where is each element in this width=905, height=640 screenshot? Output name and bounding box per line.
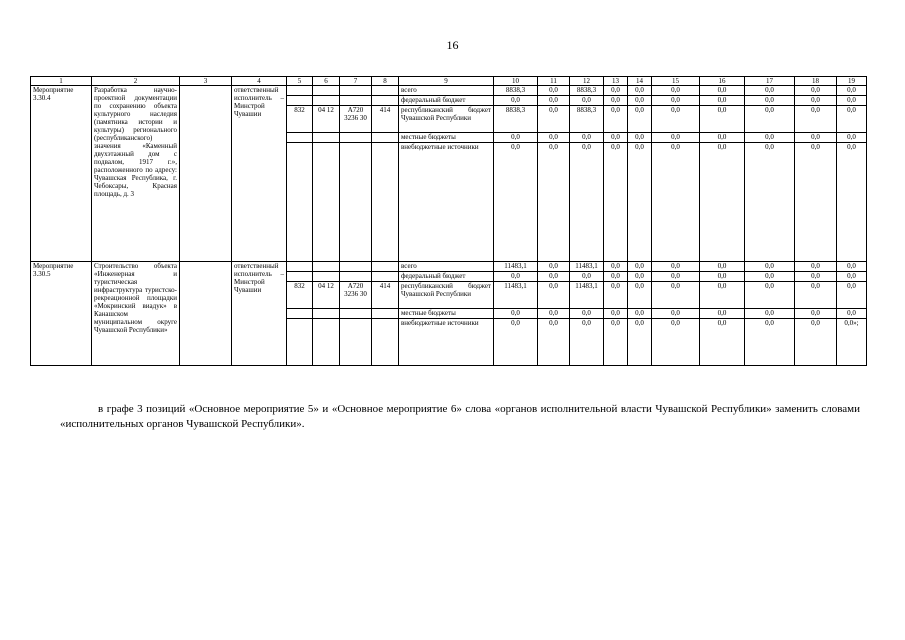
value-cell: 0,0 [628,96,652,106]
value-cell: 0,0 [700,272,745,282]
value-cell: 0,0 [538,319,570,366]
code-target-cell [340,133,372,143]
header-cell: 18 [795,77,837,86]
executor-cell: ответственный исполнитель – Минстрой Чувашии [232,262,287,366]
code-section-cell [313,309,340,319]
code-grbs-cell: 832 [287,282,313,309]
code-target-cell: А720 3236 30 [340,282,372,309]
value-cell: 0,0 [652,96,700,106]
value-cell: 0,0 [837,272,867,282]
value-cell: 0,0 [795,86,837,96]
code-expense-cell [372,272,399,282]
code-grbs-cell [287,133,313,143]
value-cell: 0,0 [652,106,700,133]
value-cell: 0,0 [538,272,570,282]
value-cell: 0,0 [604,143,628,262]
code-grbs-cell [287,309,313,319]
value-cell: 0,0 [628,106,652,133]
column-3-cell [180,86,232,262]
amendment-paragraph: в графе 3 позиций «Основное мероприятие 5» и «Основное мероприятие 6» слова «органов исполнительной власти Чувашской Республики» заменить словами «исполнительных органов Чувашской Республики». [60,403,860,430]
value-cell: 0,0 [700,96,745,106]
value-cell: 0,0 [745,143,795,262]
code-expense-cell [372,262,399,272]
column-3-cell [180,262,232,366]
code-grbs-cell [287,262,313,272]
code-expense-cell [372,143,399,262]
code-target-cell [340,309,372,319]
code-target-cell [340,319,372,366]
funding-source-cell: федеральный бюджет [399,96,494,106]
value-cell: 0,0 [745,272,795,282]
value-cell: 0,0 [628,282,652,309]
value-cell: 0,0 [700,309,745,319]
header-cell: 1 [31,77,92,86]
value-cell: 0,0 [494,96,538,106]
value-cell: 0,0 [538,133,570,143]
value-cell: 0,0 [604,86,628,96]
value-cell: 0,0 [700,319,745,366]
funding-source-cell: местные бюджеты [399,133,494,143]
code-section-cell [313,133,340,143]
code-section-cell: 04 12 [313,282,340,309]
value-cell: 0,0 [604,133,628,143]
header-cell: 3 [180,77,232,86]
funding-source-cell: республиканский бюджет Чувашской Республики [399,282,494,309]
value-cell: 0,0 [745,106,795,133]
budget-table [30,76,867,366]
value-cell: 0,0 [700,262,745,272]
value-cell: 0,0 [628,86,652,96]
value-cell: 0,0 [628,319,652,366]
value-cell: 0,0 [538,106,570,133]
code-expense-cell [372,86,399,96]
value-cell: 0,0 [570,96,604,106]
funding-source-cell: федеральный бюджет [399,272,494,282]
header-cell: 14 [628,77,652,86]
header-cell: 7 [340,77,372,86]
code-target-cell: А720 3236 30 [340,106,372,133]
value-cell: 0,0 [628,143,652,262]
value-cell: 0,0 [700,143,745,262]
value-cell: 0,0 [538,86,570,96]
value-cell: 8838,3 [570,86,604,96]
value-cell: 0,0 [837,86,867,96]
value-cell: 0,0 [538,309,570,319]
value-cell: 0,0 [494,309,538,319]
value-cell: 0,0 [628,133,652,143]
code-grbs-cell [287,96,313,106]
code-grbs-cell: 832 [287,106,313,133]
value-cell: 0,0 [795,319,837,366]
value-cell: 0,0 [795,133,837,143]
value-cell: 11483,1 [494,262,538,272]
value-cell: 0,0 [745,262,795,272]
code-section-cell [313,262,340,272]
value-cell: 0,0 [538,262,570,272]
executor-cell: ответственный исполнитель – Минстрой Чувашии [232,86,287,262]
value-cell: 0,0 [604,319,628,366]
activity-name-cell: Строительство объекта «Инженерная и туристическая инфраструктура туристско-рекреационной площадки «Мокринский виадук» в Канашском муниципальном округе Чувашской Республики» [92,262,180,366]
header-cell: 12 [570,77,604,86]
header-cell: 8 [372,77,399,86]
funding-source-cell: внебюджетные источники [399,143,494,262]
value-cell: 0,0 [628,272,652,282]
value-cell: 0,0 [494,272,538,282]
value-cell: 11483,1 [570,262,604,272]
value-cell: 0,0 [570,319,604,366]
funding-source-cell: республиканский бюджет Чувашской Республики [399,106,494,133]
header-cell: 16 [700,77,745,86]
table-row [31,86,867,96]
code-grbs-cell [287,272,313,282]
value-cell: 0,0 [494,319,538,366]
value-cell: 0,0 [652,309,700,319]
code-expense-cell [372,309,399,319]
value-cell: 0,0 [795,143,837,262]
value-cell: 0,0 [604,262,628,272]
value-cell: 8838,3 [494,106,538,133]
code-target-cell [340,143,372,262]
activity-cell: Мероприятие 3.30.5 [31,262,92,366]
page-number: 16 [446,38,459,52]
code-expense-cell [372,96,399,106]
code-expense-cell [372,133,399,143]
value-cell: 0,0 [604,272,628,282]
value-cell: 0,0 [652,272,700,282]
header-cell: 15 [652,77,700,86]
value-cell: 0,0 [652,319,700,366]
header-cell: 9 [399,77,494,86]
value-cell: 0,0 [570,143,604,262]
code-section-cell [313,143,340,262]
value-cell: 0,0 [604,309,628,319]
value-cell: 0,0 [700,133,745,143]
value-cell: 0,0 [795,106,837,133]
value-cell: 0,0 [570,309,604,319]
table-row [31,262,867,272]
value-cell: 8838,3 [494,86,538,96]
code-target-cell [340,262,372,272]
value-cell: 0,0 [494,143,538,262]
value-cell: 0,0 [745,86,795,96]
header-cell: 10 [494,77,538,86]
header-cell: 4 [232,77,287,86]
header-row [31,77,867,86]
value-cell: 0,0 [837,143,867,262]
value-cell: 0,0 [745,282,795,309]
code-expense-cell: 414 [372,282,399,309]
value-cell: 0,0 [538,282,570,309]
value-cell: 11483,1 [570,282,604,309]
activity-name-cell: Разработка научно-проектной документации по сохранению объекта культурного наследия (памятника истории и культуры) регионального (республиканского) значения «Каменный двухэтажный дом с подвалом, 1917 г.», расположенного по адресу: Чувашская Республика, г. Чебоксары, Красная площадь, д. 3 [92,86,180,262]
funding-source-cell: местные бюджеты [399,309,494,319]
code-grbs-cell [287,319,313,366]
code-grbs-cell [287,86,313,96]
code-section-cell [313,86,340,96]
code-target-cell [340,272,372,282]
activity-cell: Мероприятие 3.30.4 [31,86,92,262]
value-cell: 0,0 [795,282,837,309]
value-cell: 0,0»; [837,319,867,366]
value-cell: 0,0 [745,133,795,143]
value-cell: 0,0 [837,309,867,319]
value-cell: 0,0 [604,106,628,133]
code-section-cell [313,96,340,106]
value-cell: 0,0 [570,272,604,282]
header-cell: 17 [745,77,795,86]
value-cell: 0,0 [538,143,570,262]
code-section-cell: 04 12 [313,106,340,133]
value-cell: 0,0 [652,133,700,143]
code-section-cell [313,272,340,282]
value-cell: 0,0 [652,282,700,309]
value-cell: 0,0 [652,86,700,96]
value-cell: 0,0 [652,262,700,272]
value-cell: 0,0 [700,86,745,96]
header-cell: 5 [287,77,313,86]
value-cell: 0,0 [538,96,570,106]
header-cell: 19 [837,77,867,86]
value-cell: 0,0 [652,143,700,262]
header-cell: 6 [313,77,340,86]
header-cell: 2 [92,77,180,86]
value-cell: 0,0 [837,96,867,106]
value-cell: 0,0 [604,96,628,106]
code-section-cell [313,319,340,366]
value-cell: 0,0 [795,272,837,282]
funding-source-cell: всего [399,262,494,272]
header-cell: 13 [604,77,628,86]
header-cell: 11 [538,77,570,86]
code-target-cell [340,86,372,96]
value-cell: 0,0 [604,282,628,309]
code-target-cell [340,96,372,106]
value-cell: 0,0 [628,309,652,319]
value-cell: 0,0 [795,262,837,272]
value-cell: 0,0 [795,309,837,319]
value-cell: 0,0 [700,106,745,133]
value-cell: 0,0 [745,319,795,366]
funding-source-cell: всего [399,86,494,96]
value-cell: 8838,3 [570,106,604,133]
value-cell: 0,0 [745,96,795,106]
value-cell: 0,0 [494,133,538,143]
value-cell: 11483,1 [494,282,538,309]
funding-source-cell: внебюджетные источники [399,319,494,366]
value-cell: 0,0 [837,262,867,272]
value-cell: 0,0 [795,96,837,106]
code-grbs-cell [287,143,313,262]
value-cell: 0,0 [700,282,745,309]
code-expense-cell: 414 [372,106,399,133]
value-cell: 0,0 [837,133,867,143]
value-cell: 0,0 [837,106,867,133]
value-cell: 0,0 [837,282,867,309]
value-cell: 0,0 [628,262,652,272]
value-cell: 0,0 [745,309,795,319]
code-expense-cell [372,319,399,366]
value-cell: 0,0 [570,133,604,143]
